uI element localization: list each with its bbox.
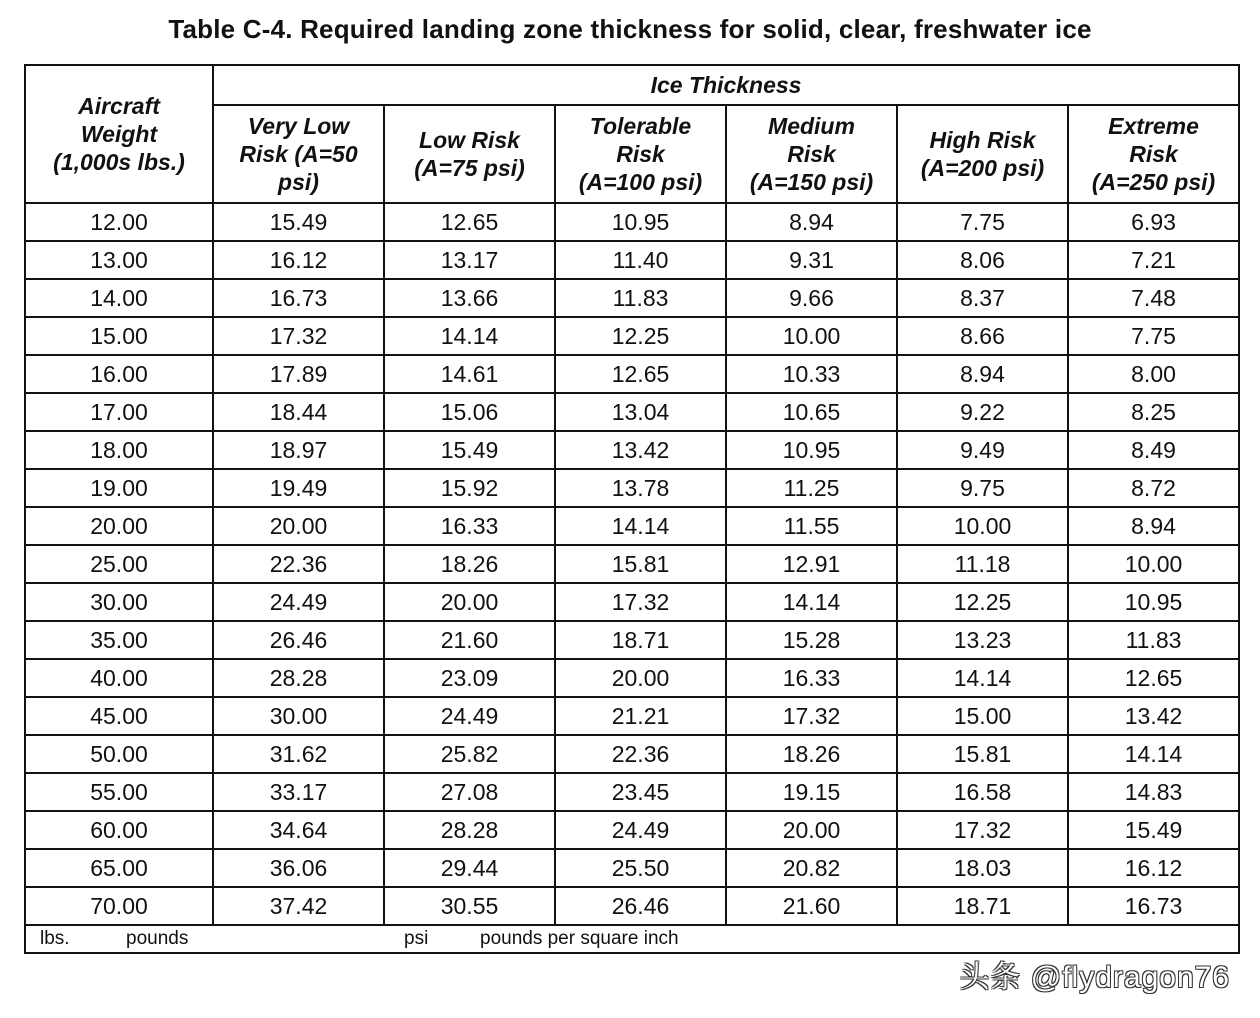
weight-cell: 16.00	[25, 355, 213, 393]
thickness-cell: 14.14	[1068, 735, 1239, 773]
thickness-cell: 8.06	[897, 241, 1068, 279]
thickness-cell: 20.82	[726, 849, 897, 887]
thickness-cell: 10.00	[726, 317, 897, 355]
thickness-cell: 16.12	[1068, 849, 1239, 887]
thickness-cell: 13.78	[555, 469, 726, 507]
footer-def-pounds: pounds	[126, 928, 189, 949]
thickness-cell: 23.45	[555, 773, 726, 811]
thickness-cell: 13.23	[897, 621, 1068, 659]
thickness-cell: 20.00	[726, 811, 897, 849]
table-row	[25, 735, 1239, 773]
weight-cell: 50.00	[25, 735, 213, 773]
thickness-cell: 7.21	[1068, 241, 1239, 279]
thickness-cell: 14.61	[384, 355, 555, 393]
weight-cell: 30.00	[25, 583, 213, 621]
thickness-cell: 10.95	[555, 203, 726, 241]
ice-thickness-table	[24, 64, 1240, 954]
thickness-cell: 16.33	[384, 507, 555, 545]
table-row	[25, 355, 1239, 393]
thickness-cell: 30.55	[384, 887, 555, 925]
thickness-cell: 28.28	[213, 659, 384, 697]
watermark: 头条 @flydragon76	[959, 961, 1230, 994]
thickness-cell: 10.00	[897, 507, 1068, 545]
thickness-cell: 19.15	[726, 773, 897, 811]
thickness-cell: 9.75	[897, 469, 1068, 507]
thickness-cell: 14.83	[1068, 773, 1239, 811]
thickness-cell: 11.18	[897, 545, 1068, 583]
weight-cell: 12.00	[25, 203, 213, 241]
thickness-cell: 37.42	[213, 887, 384, 925]
thickness-cell: 17.32	[726, 697, 897, 735]
thickness-cell: 8.37	[897, 279, 1068, 317]
thickness-cell: 16.58	[897, 773, 1068, 811]
weight-cell: 25.00	[25, 545, 213, 583]
thickness-cell: 23.09	[384, 659, 555, 697]
thickness-cell: 15.92	[384, 469, 555, 507]
thickness-cell: 17.32	[213, 317, 384, 355]
thickness-cell: 21.21	[555, 697, 726, 735]
header-risk-column: Tolerable Risk (A=100 psi)	[555, 105, 726, 203]
thickness-cell: 8.94	[726, 203, 897, 241]
thickness-cell: 13.17	[384, 241, 555, 279]
weight-cell: 55.00	[25, 773, 213, 811]
thickness-cell: 16.73	[1068, 887, 1239, 925]
thickness-cell: 10.65	[726, 393, 897, 431]
weight-cell: 14.00	[25, 279, 213, 317]
thickness-cell: 11.83	[555, 279, 726, 317]
thickness-cell: 8.72	[1068, 469, 1239, 507]
thickness-cell: 22.36	[555, 735, 726, 773]
thickness-cell: 14.14	[897, 659, 1068, 697]
thickness-cell: 18.26	[726, 735, 897, 773]
thickness-cell: 18.03	[897, 849, 1068, 887]
header-risk-column: Very Low Risk (A=50 psi)	[213, 105, 384, 203]
table-row	[25, 811, 1239, 849]
thickness-cell: 7.48	[1068, 279, 1239, 317]
thickness-cell: 12.91	[726, 545, 897, 583]
table-row	[25, 697, 1239, 735]
table-row	[25, 773, 1239, 811]
weight-cell: 20.00	[25, 507, 213, 545]
footer-abbr-psi: psi	[404, 928, 429, 949]
thickness-cell: 19.49	[213, 469, 384, 507]
thickness-cell: 12.65	[555, 355, 726, 393]
thickness-cell: 36.06	[213, 849, 384, 887]
thickness-cell: 16.73	[213, 279, 384, 317]
thickness-cell: 12.65	[1068, 659, 1239, 697]
thickness-cell: 9.31	[726, 241, 897, 279]
weight-cell: 40.00	[25, 659, 213, 697]
header-aircraft-weight: Aircraft Weight (1,000s lbs.)	[25, 65, 213, 203]
thickness-cell: 21.60	[384, 621, 555, 659]
thickness-cell: 12.65	[384, 203, 555, 241]
thickness-cell: 9.49	[897, 431, 1068, 469]
thickness-cell: 18.26	[384, 545, 555, 583]
thickness-cell: 22.36	[213, 545, 384, 583]
table-title: Table C-4. Required landing zone thickness for solid, clear, freshwater ice	[168, 14, 1092, 44]
thickness-cell: 8.25	[1068, 393, 1239, 431]
thickness-cell: 15.06	[384, 393, 555, 431]
thickness-cell: 13.42	[555, 431, 726, 469]
thickness-cell: 10.00	[1068, 545, 1239, 583]
table-footer	[25, 925, 1239, 953]
thickness-cell: 10.95	[726, 431, 897, 469]
thickness-cell: 14.14	[726, 583, 897, 621]
table-row	[25, 583, 1239, 621]
thickness-cell: 13.42	[1068, 697, 1239, 735]
thickness-cell: 20.00	[213, 507, 384, 545]
table-row	[25, 241, 1239, 279]
thickness-cell: 15.81	[897, 735, 1068, 773]
thickness-cell: 18.71	[897, 887, 1068, 925]
thickness-cell: 6.93	[1068, 203, 1239, 241]
thickness-cell: 14.14	[555, 507, 726, 545]
weight-cell: 18.00	[25, 431, 213, 469]
thickness-cell: 7.75	[897, 203, 1068, 241]
thickness-cell: 11.40	[555, 241, 726, 279]
table-row	[25, 469, 1239, 507]
thickness-cell: 34.64	[213, 811, 384, 849]
thickness-cell: 11.25	[726, 469, 897, 507]
thickness-cell: 20.00	[384, 583, 555, 621]
header-risk-column: Low Risk (A=75 psi)	[384, 105, 555, 203]
weight-cell: 65.00	[25, 849, 213, 887]
thickness-cell: 8.66	[897, 317, 1068, 355]
thickness-cell: 24.49	[555, 811, 726, 849]
thickness-cell: 18.97	[213, 431, 384, 469]
weight-cell: 35.00	[25, 621, 213, 659]
thickness-cell: 26.46	[555, 887, 726, 925]
thickness-cell: 16.12	[213, 241, 384, 279]
thickness-cell: 20.00	[555, 659, 726, 697]
thickness-cell: 24.49	[384, 697, 555, 735]
table-row	[25, 317, 1239, 355]
thickness-cell: 11.83	[1068, 621, 1239, 659]
weight-cell: 17.00	[25, 393, 213, 431]
thickness-cell: 10.33	[726, 355, 897, 393]
table-row	[25, 203, 1239, 241]
thickness-cell: 15.00	[897, 697, 1068, 735]
footer-abbr-lbs: lbs.	[40, 928, 70, 949]
thickness-cell: 10.95	[1068, 583, 1239, 621]
thickness-cell: 29.44	[384, 849, 555, 887]
thickness-cell: 17.89	[213, 355, 384, 393]
table-row	[25, 621, 1239, 659]
header-risk-column: Medium Risk (A=150 psi)	[726, 105, 897, 203]
thickness-cell: 15.28	[726, 621, 897, 659]
thickness-cell: 26.46	[213, 621, 384, 659]
table-row	[25, 393, 1239, 431]
footer-def-psi: pounds per square inch	[480, 928, 679, 949]
weight-cell: 19.00	[25, 469, 213, 507]
thickness-cell: 18.44	[213, 393, 384, 431]
thickness-cell: 17.32	[897, 811, 1068, 849]
thickness-cell: 11.55	[726, 507, 897, 545]
weight-cell: 15.00	[25, 317, 213, 355]
table-row	[25, 887, 1239, 925]
table-row	[25, 849, 1239, 887]
thickness-cell: 14.14	[384, 317, 555, 355]
table-row	[25, 431, 1239, 469]
thickness-cell: 13.04	[555, 393, 726, 431]
thickness-cell: 12.25	[555, 317, 726, 355]
thickness-cell: 15.49	[384, 431, 555, 469]
thickness-cell: 15.81	[555, 545, 726, 583]
thickness-cell: 21.60	[726, 887, 897, 925]
thickness-cell: 12.25	[897, 583, 1068, 621]
table-row	[25, 279, 1239, 317]
thickness-cell: 30.00	[213, 697, 384, 735]
thickness-cell: 8.49	[1068, 431, 1239, 469]
thickness-cell: 7.75	[1068, 317, 1239, 355]
header-risk-column: High Risk (A=200 psi)	[897, 105, 1068, 203]
weight-cell: 70.00	[25, 887, 213, 925]
thickness-cell: 31.62	[213, 735, 384, 773]
table-body	[25, 203, 1239, 925]
weight-cell: 60.00	[25, 811, 213, 849]
thickness-cell: 16.33	[726, 659, 897, 697]
thickness-cell: 25.50	[555, 849, 726, 887]
thickness-cell: 13.66	[384, 279, 555, 317]
thickness-cell: 33.17	[213, 773, 384, 811]
thickness-cell: 8.94	[1068, 507, 1239, 545]
thickness-cell: 15.49	[213, 203, 384, 241]
thickness-cell: 28.28	[384, 811, 555, 849]
table-row	[25, 507, 1239, 545]
thickness-cell: 8.00	[1068, 355, 1239, 393]
thickness-cell: 25.82	[384, 735, 555, 773]
thickness-cell: 9.22	[897, 393, 1068, 431]
weight-cell: 13.00	[25, 241, 213, 279]
thickness-cell: 8.94	[897, 355, 1068, 393]
thickness-cell: 18.71	[555, 621, 726, 659]
header-ice-thickness: Ice Thickness	[213, 65, 1239, 105]
table-row	[25, 659, 1239, 697]
thickness-cell: 24.49	[213, 583, 384, 621]
weight-cell: 45.00	[25, 697, 213, 735]
thickness-cell: 17.32	[555, 583, 726, 621]
header-risk-column: Extreme Risk (A=250 psi)	[1068, 105, 1239, 203]
thickness-cell: 9.66	[726, 279, 897, 317]
thickness-cell: 15.49	[1068, 811, 1239, 849]
thickness-cell: 27.08	[384, 773, 555, 811]
table-row	[25, 545, 1239, 583]
